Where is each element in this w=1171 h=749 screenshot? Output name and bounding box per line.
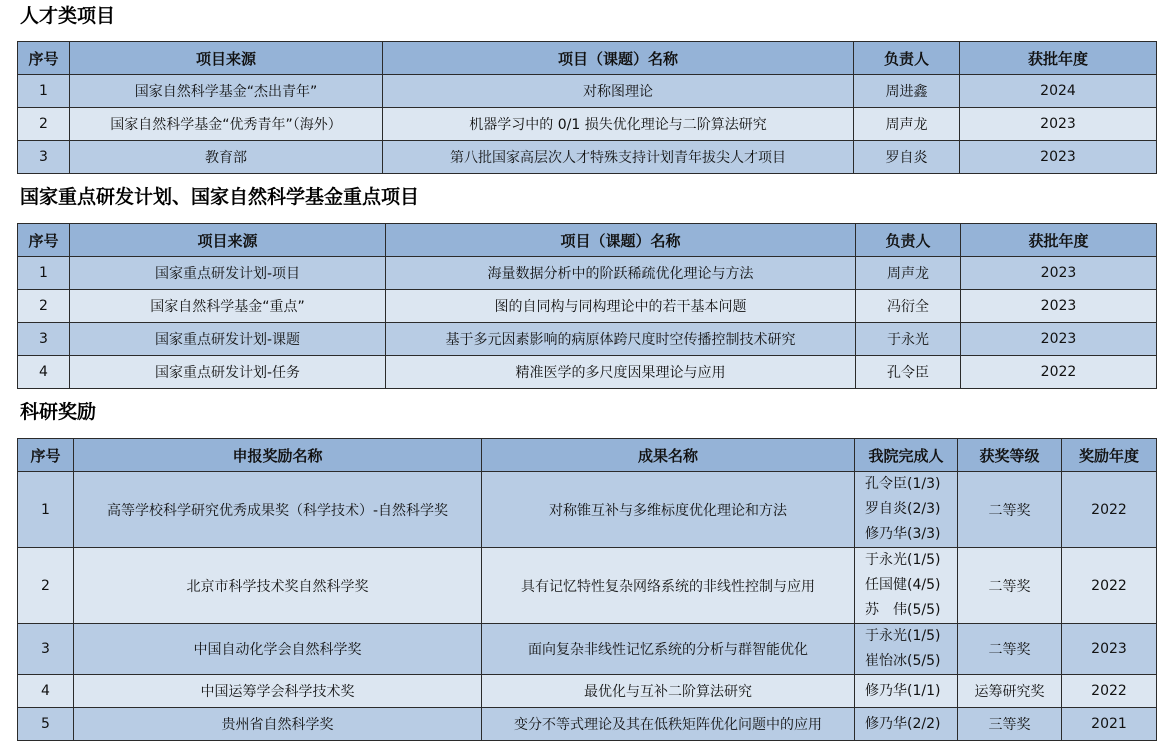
cell-completers	[855, 472, 958, 548]
cell-index: 2	[18, 108, 70, 141]
cell-award-year: 2022	[1062, 675, 1157, 708]
cell-award-level: 三等奖	[958, 708, 1062, 741]
cell-award-level: 运筹研究奖	[958, 675, 1062, 708]
section-title-key-projects: 国家重点研发计划、国家自然科学基金重点项目	[20, 186, 420, 208]
table-header-row	[18, 439, 1157, 472]
cell-award-level: 二等奖	[958, 624, 1062, 675]
section-title-awards: 科研奖励	[20, 401, 97, 423]
cell-award-name: 高等学校科学研究优秀成果奖（科学技术）-自然科学奖	[74, 472, 482, 548]
header-project-name: 项目（课题）名称	[386, 224, 856, 257]
table-row	[18, 108, 1157, 141]
awards-table	[17, 438, 1157, 741]
header-index: 序号	[18, 42, 70, 75]
header-completers: 我院完成人	[855, 439, 958, 472]
cell-leader: 于永光	[856, 323, 961, 356]
header-index: 序号	[18, 224, 70, 257]
cell-result-name: 最优化与互补二阶算法研究	[482, 675, 855, 708]
header-project-name: 项目（课题）名称	[383, 42, 854, 75]
table-row	[18, 675, 1157, 708]
cell-index: 5	[18, 708, 74, 741]
key-projects-table	[17, 223, 1157, 389]
table-row	[18, 472, 1157, 548]
cell-award-level: 二等奖	[958, 548, 1062, 624]
table-header-row	[18, 224, 1157, 257]
table-row	[18, 708, 1157, 741]
cell-award-name: 中国自动化学会自然科学奖	[74, 624, 482, 675]
cell-project-name: 海量数据分析中的阶跃稀疏优化理论与方法	[386, 257, 856, 290]
cell-leader: 周声龙	[854, 108, 960, 141]
cell-year: 2023	[961, 290, 1157, 323]
table-row	[18, 548, 1157, 624]
table-row	[18, 75, 1157, 108]
cell-index: 3	[18, 141, 70, 174]
cell-index: 4	[18, 356, 70, 389]
cell-project-name: 基于多元因素影响的病原体跨尺度时空传播控制技术研究	[386, 323, 856, 356]
header-year: 获批年度	[961, 224, 1157, 257]
header-award-level: 获奖等级	[958, 439, 1062, 472]
cell-index: 2	[18, 290, 70, 323]
cell-result-name: 具有记忆特性复杂网络系统的非线性控制与应用	[482, 548, 855, 624]
header-award-year: 奖励年度	[1062, 439, 1157, 472]
header-leader: 负责人	[854, 42, 960, 75]
cell-award-name: 中国运筹学会科学技术奖	[74, 675, 482, 708]
completer: 于永光(1/5)	[865, 552, 941, 568]
cell-completers	[855, 624, 958, 675]
table-row	[18, 290, 1157, 323]
cell-index: 1	[18, 75, 70, 108]
cell-index: 4	[18, 675, 74, 708]
cell-source: 国家重点研发计划-项目	[70, 257, 386, 290]
cell-award-year: 2023	[1062, 624, 1157, 675]
cell-year: 2023	[961, 257, 1157, 290]
cell-completers	[855, 548, 958, 624]
completer: 孔令臣(1/3)	[865, 476, 941, 492]
cell-project-name: 机器学习中的 0/1 损失优化理论与二阶算法研究	[383, 108, 854, 141]
talent-projects-table	[17, 41, 1157, 174]
cell-completers	[855, 675, 958, 708]
completer: 崔怡冰(5/5)	[865, 653, 941, 669]
cell-year: 2023	[960, 108, 1157, 141]
header-leader: 负责人	[856, 224, 961, 257]
completer: 修乃华(3/3)	[865, 526, 941, 542]
cell-project-name: 第八批国家高层次人才特殊支持计划青年拔尖人才项目	[383, 141, 854, 174]
cell-leader: 孔令臣	[856, 356, 961, 389]
cell-award-year: 2021	[1062, 708, 1157, 741]
cell-award-name: 北京市科学技术奖自然科学奖	[74, 548, 482, 624]
cell-source: 国家自然科学基金“杰出青年”	[70, 75, 383, 108]
completer: 任国健(4/5)	[865, 577, 941, 593]
cell-award-level: 二等奖	[958, 472, 1062, 548]
header-result-name: 成果名称	[482, 439, 855, 472]
header-index: 序号	[18, 439, 74, 472]
cell-source: 国家自然科学基金“优秀青年”（海外）	[70, 108, 383, 141]
cell-leader: 周进鑫	[854, 75, 960, 108]
cell-project-name: 图的自同构与同构理论中的若干基本问题	[386, 290, 856, 323]
section-title-talent: 人才类项目	[20, 5, 116, 27]
cell-source: 国家重点研发计划-任务	[70, 356, 386, 389]
cell-award-year: 2022	[1062, 548, 1157, 624]
completer: 罗自炎(2/3)	[865, 501, 941, 517]
header-source: 项目来源	[70, 42, 383, 75]
cell-completers	[855, 708, 958, 741]
cell-index: 2	[18, 548, 74, 624]
cell-result-name: 对称锥互补与多维标度优化理论和方法	[482, 472, 855, 548]
cell-year: 2022	[961, 356, 1157, 389]
cell-project-name: 精准医学的多尺度因果理论与应用	[386, 356, 856, 389]
completer: 苏 伟(5/5)	[865, 602, 941, 618]
cell-project-name: 对称图理论	[383, 75, 854, 108]
cell-index: 3	[18, 323, 70, 356]
completer: 于永光(1/5)	[865, 628, 941, 644]
cell-award-name: 贵州省自然科学奖	[74, 708, 482, 741]
cell-year: 2023	[961, 323, 1157, 356]
cell-year: 2023	[960, 141, 1157, 174]
table-header-row	[18, 42, 1157, 75]
table-row	[18, 141, 1157, 174]
cell-index: 1	[18, 472, 74, 548]
cell-source: 国家自然科学基金“重点”	[70, 290, 386, 323]
cell-leader: 冯衍全	[856, 290, 961, 323]
completer: 修乃华(1/1)	[865, 682, 941, 699]
cell-source: 教育部	[70, 141, 383, 174]
cell-result-name: 变分不等式理论及其在低秩矩阵优化问题中的应用	[482, 708, 855, 741]
cell-leader: 周声龙	[856, 257, 961, 290]
table-row	[18, 624, 1157, 675]
header-award-name: 申报奖励名称	[74, 439, 482, 472]
cell-index: 3	[18, 624, 74, 675]
cell-year: 2024	[960, 75, 1157, 108]
table-row	[18, 323, 1157, 356]
cell-index: 1	[18, 257, 70, 290]
table-row	[18, 257, 1157, 290]
table-row	[18, 356, 1157, 389]
cell-result-name: 面向复杂非线性记忆系统的分析与群智能优化	[482, 624, 855, 675]
cell-source: 国家重点研发计划-课题	[70, 323, 386, 356]
cell-award-year: 2022	[1062, 472, 1157, 548]
header-source: 项目来源	[70, 224, 386, 257]
cell-leader: 罗自炎	[854, 141, 960, 174]
header-year: 获批年度	[960, 42, 1157, 75]
completer: 修乃华(2/2)	[865, 715, 941, 732]
